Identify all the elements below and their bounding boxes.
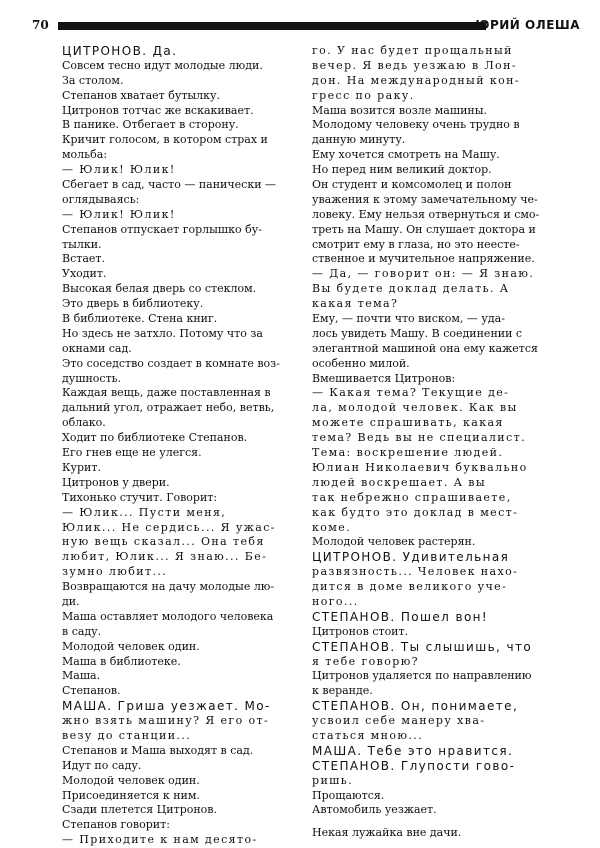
- text-line: облако.: [62, 416, 106, 430]
- text-line: — Юлик! Юлик!: [62, 207, 176, 221]
- text-line: статься мною...: [312, 728, 424, 742]
- text-line: особенно милой.: [312, 356, 410, 370]
- text-line: людей воскрешает. А вы: [312, 475, 487, 489]
- text-line: Он студент и комсомолец и полон: [312, 178, 512, 192]
- text-line: Молодой человек один.: [62, 639, 200, 653]
- text-line: Уходит.: [62, 267, 107, 281]
- text-line: ришь.: [312, 773, 354, 787]
- text-line: Тема: воскрешение людей.: [312, 446, 504, 460]
- text-line: какая тема?: [312, 297, 399, 311]
- text-line: дальний угол, отражает небо, ветвь,: [62, 401, 275, 415]
- text-line: СТЕПАНОВ. Ты слышишь, что: [312, 639, 533, 654]
- text-line: зумно любит...: [62, 565, 168, 579]
- text-line: дится в доме великого уче-: [312, 580, 508, 594]
- text-line: Вы будете доклад делать. А: [312, 282, 510, 296]
- text-line: го. У нас будет прощальный: [312, 44, 513, 57]
- text-line: Вмешивается Цитронов:: [312, 371, 456, 385]
- text-line: везу до станции...: [62, 728, 192, 742]
- text-line: Степанов и Маша выходят в сад.: [62, 743, 254, 757]
- text-line: Маша.: [62, 669, 101, 683]
- text-line: оглядываясь:: [62, 192, 140, 206]
- text-line: гресс по раку.: [312, 88, 415, 102]
- text-line: Цитронов стоит.: [312, 624, 409, 638]
- text-line: Степанов отпускает горлышко бу-: [62, 222, 262, 236]
- text-line: любит, Юлик... Я знаю... Бе-: [62, 550, 268, 564]
- text-line: Его гнев еще не улегся.: [62, 446, 202, 460]
- text-line: Кричит голосом, в котором страх и: [62, 133, 268, 147]
- text-line: Высокая белая дверь со стеклом.: [62, 282, 257, 296]
- text-line: — Юлик! Юлик!: [62, 163, 176, 177]
- header-rule: [58, 22, 486, 30]
- text-line: Но здесь не затхло. Потому что за: [62, 326, 263, 340]
- text-line: — Да, — говорит он: — Я знаю.: [312, 267, 535, 281]
- text-line: данную минуту.: [312, 133, 406, 147]
- text-line: — Какая тема? Текущие де-: [312, 386, 510, 400]
- text-line: коме.: [312, 520, 352, 534]
- text-line: Цитронов у двери.: [62, 475, 170, 489]
- text-line: Ему хочется смотреть на Машу.: [312, 148, 500, 162]
- text-line: Совсем тесно идут молодые люди.: [62, 58, 263, 72]
- text-line: СТЕПАНОВ. Он, понимаете,: [312, 699, 519, 714]
- text-line: дон. На международный кон-: [312, 73, 520, 87]
- page-number: 70: [32, 18, 49, 32]
- text-line: ного...: [312, 594, 359, 608]
- text-line: МАША. Тебе это нравится.: [312, 743, 514, 758]
- text-line: Курит.: [62, 460, 101, 474]
- text-line: Цитронов тотчас же вскакивает.: [62, 103, 254, 117]
- page-header: [32, 18, 580, 36]
- text-line: Автомобиль уезжает.: [312, 803, 437, 817]
- text-line: смотрит ему в глаза, но это неесте-: [312, 237, 520, 251]
- text-line: как будто это доклад в мест-: [312, 505, 519, 519]
- text-line: тылки.: [62, 237, 102, 251]
- text-line: Это дверь в библиотеку.: [62, 297, 204, 311]
- text-line: Молодой человек один.: [62, 773, 200, 787]
- left-text-column: [62, 44, 298, 848]
- text-line: МАША. Гриша уезжает. Мо-: [62, 699, 271, 714]
- text-line: Это соседство создает в комнате воз-: [62, 356, 280, 370]
- text-line: СТЕПАНОВ. Пошел вон!: [312, 609, 489, 624]
- text-line: усвоил себе манеру хва-: [312, 714, 486, 728]
- running-title-author: ЮРИЙ ОЛЕША: [475, 18, 580, 32]
- text-line: Но перед ним великий доктор.: [312, 163, 492, 177]
- paragraph-gap: [312, 818, 550, 826]
- text-line: Степанов.: [62, 684, 121, 698]
- text-line: Сбегает в сад, часто — панически —: [62, 178, 277, 192]
- text-line: ди.: [62, 594, 80, 608]
- text-line: — Приходите к нам десято-: [62, 833, 258, 847]
- text-line: Возвращаются на дачу молодые лю-: [62, 580, 275, 594]
- text-line: Ходит по библиотеке Степанов.: [62, 431, 248, 445]
- text-line: элегантной машиной она ему кажется: [312, 341, 538, 355]
- text-line: В библиотеке. Стена книг.: [62, 312, 218, 326]
- text-line: жно взять машину? Я его от-: [62, 714, 270, 728]
- text-line: В панике. Отбегает в сторону.: [62, 118, 239, 132]
- text-line: в саду.: [62, 624, 102, 638]
- text-line: душность.: [62, 371, 122, 385]
- text-line: вечер. Я ведь уезжаю в Лон-: [312, 58, 517, 72]
- text-line: Юлик... Не сердись... Я ужас-: [62, 520, 276, 534]
- text-line: ЦИТРОНОВ. Да.: [62, 44, 178, 58]
- text-line: Маша оставляет молодого человека: [62, 609, 274, 623]
- text-line: Каждая вещь, даже поставленная в: [62, 386, 271, 400]
- text-line: Идут по саду.: [62, 758, 142, 772]
- text-line: Некая лужайка вне дачи.: [312, 826, 462, 840]
- text-line: ловеку. Ему нельзя отвернуться и смо-: [312, 207, 540, 221]
- text-line: Маша возится возле машины.: [312, 103, 487, 117]
- text-line: треть на Машу. Он слушает доктора и: [312, 222, 536, 236]
- text-line: уважения к этому замечательному че-: [312, 192, 538, 206]
- text-line: окнами сад.: [62, 341, 132, 355]
- text-line: Тихонько стучит. Говорит:: [62, 490, 218, 504]
- text-line: Молодому человеку очень трудно в: [312, 118, 520, 132]
- text-line: мольба:: [62, 148, 108, 162]
- text-line: можете спрашивать, какая: [312, 416, 504, 430]
- text-line: Прощаются.: [312, 788, 385, 802]
- text-line: Присоединяется к ним.: [62, 788, 200, 802]
- text-line: СТЕПАНОВ. Глупости гово-: [312, 758, 516, 773]
- text-line: так небрежно спрашиваете,: [312, 490, 512, 504]
- text-line: Молодой человек растерян.: [312, 535, 476, 549]
- text-line: я тебе говорю?: [312, 654, 419, 668]
- text-line: развязность... Человек нахо-: [312, 565, 519, 579]
- text-line: Степанов говорит:: [62, 818, 170, 832]
- text-line: Встает.: [62, 252, 105, 266]
- text-line: ственное и мучительное напряжение.: [312, 252, 535, 266]
- text-line: лось увидеть Машу. В соединении с: [312, 326, 523, 340]
- text-line: Степанов хватает бутылку.: [62, 88, 221, 102]
- right-text-column: [312, 44, 550, 841]
- text-line: к веранде.: [312, 684, 373, 698]
- text-line: Ему, — почти что виском, — уда-: [312, 312, 505, 326]
- text-line: тема? Ведь вы не специалист.: [312, 431, 526, 445]
- text-line: Цитронов удаляется по направлению: [312, 669, 532, 683]
- text-line: — Юлик... Пусти меня,: [62, 505, 227, 519]
- text-line: ную вещь сказал... Она тебя: [62, 535, 265, 549]
- text-line: ла, молодой человек. Как вы: [312, 401, 518, 415]
- text-line: Юлиан Николаевич буквально: [312, 460, 528, 474]
- text-line: ЦИТРОНОВ. Удивительная: [312, 550, 510, 565]
- text-line: За столом.: [62, 73, 124, 87]
- text-line: Маша в библиотеке.: [62, 654, 181, 668]
- text-line: Сзади плетется Цитронов.: [62, 803, 217, 817]
